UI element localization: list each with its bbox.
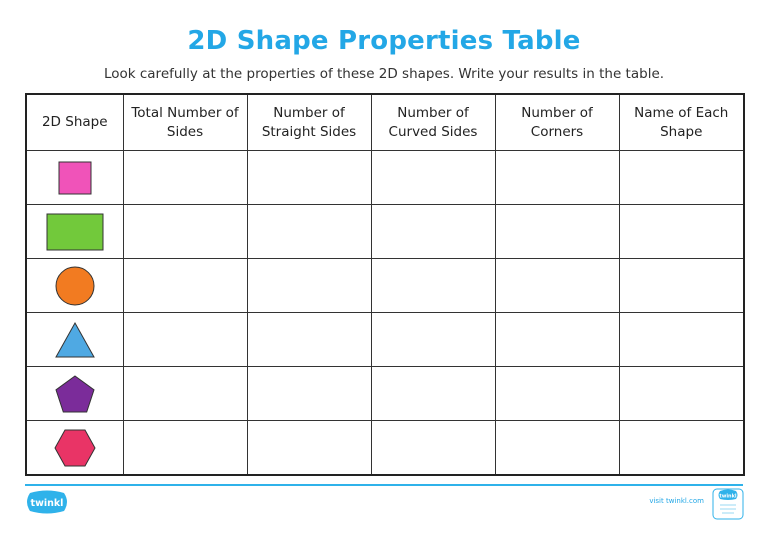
- table-row: [26, 367, 744, 421]
- answer-cell[interactable]: [123, 205, 247, 259]
- answer-cell[interactable]: [495, 367, 619, 421]
- answer-cell[interactable]: [247, 313, 371, 367]
- answer-cell[interactable]: [247, 259, 371, 313]
- twinkl-logo: [24, 489, 70, 515]
- pentagon-icon: [54, 374, 96, 414]
- answer-cell[interactable]: [619, 313, 744, 367]
- shape-cell: [26, 259, 123, 313]
- shape-cell: [26, 367, 123, 421]
- circle-icon: [54, 265, 96, 307]
- answer-cell[interactable]: [495, 151, 619, 205]
- svg-text:twinkl: twinkl: [30, 498, 64, 509]
- answer-cell[interactable]: [495, 421, 619, 476]
- answer-cell[interactable]: [123, 151, 247, 205]
- shape-properties-table: [25, 93, 745, 476]
- hexagon-icon: [53, 428, 97, 468]
- shape-cell: [26, 205, 123, 259]
- header-2d-shape: 2D Shape: [26, 94, 123, 151]
- answer-cell[interactable]: [619, 421, 744, 476]
- quality-badge-icon: [712, 488, 744, 520]
- answer-cell[interactable]: [247, 367, 371, 421]
- header-corners: Number of Corners: [495, 94, 619, 151]
- answer-cell[interactable]: [495, 205, 619, 259]
- table-row: [26, 259, 744, 313]
- table-row: [26, 151, 744, 205]
- answer-cell[interactable]: [371, 259, 495, 313]
- answer-cell[interactable]: [123, 367, 247, 421]
- answer-cell[interactable]: [495, 313, 619, 367]
- answer-cell[interactable]: [371, 421, 495, 476]
- answer-cell[interactable]: [247, 205, 371, 259]
- table-row: [26, 313, 744, 367]
- page-subtitle: Look carefully at the properties of these 2D shapes. Write your results in the table.: [103, 66, 665, 82]
- header-total-sides: Total Number of Sides: [123, 94, 247, 151]
- answer-cell[interactable]: [371, 205, 495, 259]
- answer-cell[interactable]: [371, 151, 495, 205]
- table-row: [26, 421, 744, 476]
- rectangle-icon: [46, 213, 104, 251]
- header-straight-sides: Number of Straight Sides: [247, 94, 371, 151]
- answer-cell[interactable]: [123, 421, 247, 476]
- header-shape-name: Name of Each Shape: [619, 94, 744, 151]
- page-title: 2D Shape Properties Table: [187, 26, 581, 56]
- answer-cell[interactable]: [619, 367, 744, 421]
- square-icon: [58, 161, 92, 195]
- answer-cell[interactable]: [247, 151, 371, 205]
- svg-text:twinkl: twinkl: [719, 493, 737, 500]
- table-row: [26, 205, 744, 259]
- table-header-row: [26, 94, 744, 151]
- answer-cell[interactable]: [371, 313, 495, 367]
- answer-cell[interactable]: [371, 367, 495, 421]
- shape-cell: [26, 151, 123, 205]
- answer-cell[interactable]: [619, 259, 744, 313]
- footer-divider: [25, 484, 743, 486]
- shape-cell: [26, 313, 123, 367]
- answer-cell[interactable]: [619, 205, 744, 259]
- shape-cell: [26, 421, 123, 476]
- triangle-icon: [54, 321, 96, 359]
- answer-cell[interactable]: [495, 259, 619, 313]
- answer-cell[interactable]: [247, 421, 371, 476]
- answer-cell[interactable]: [123, 313, 247, 367]
- header-curved-sides: Number of Curved Sides: [371, 94, 495, 151]
- answer-cell[interactable]: [123, 259, 247, 313]
- visit-link[interactable]: visit twinkl.com: [649, 497, 704, 505]
- answer-cell[interactable]: [619, 151, 744, 205]
